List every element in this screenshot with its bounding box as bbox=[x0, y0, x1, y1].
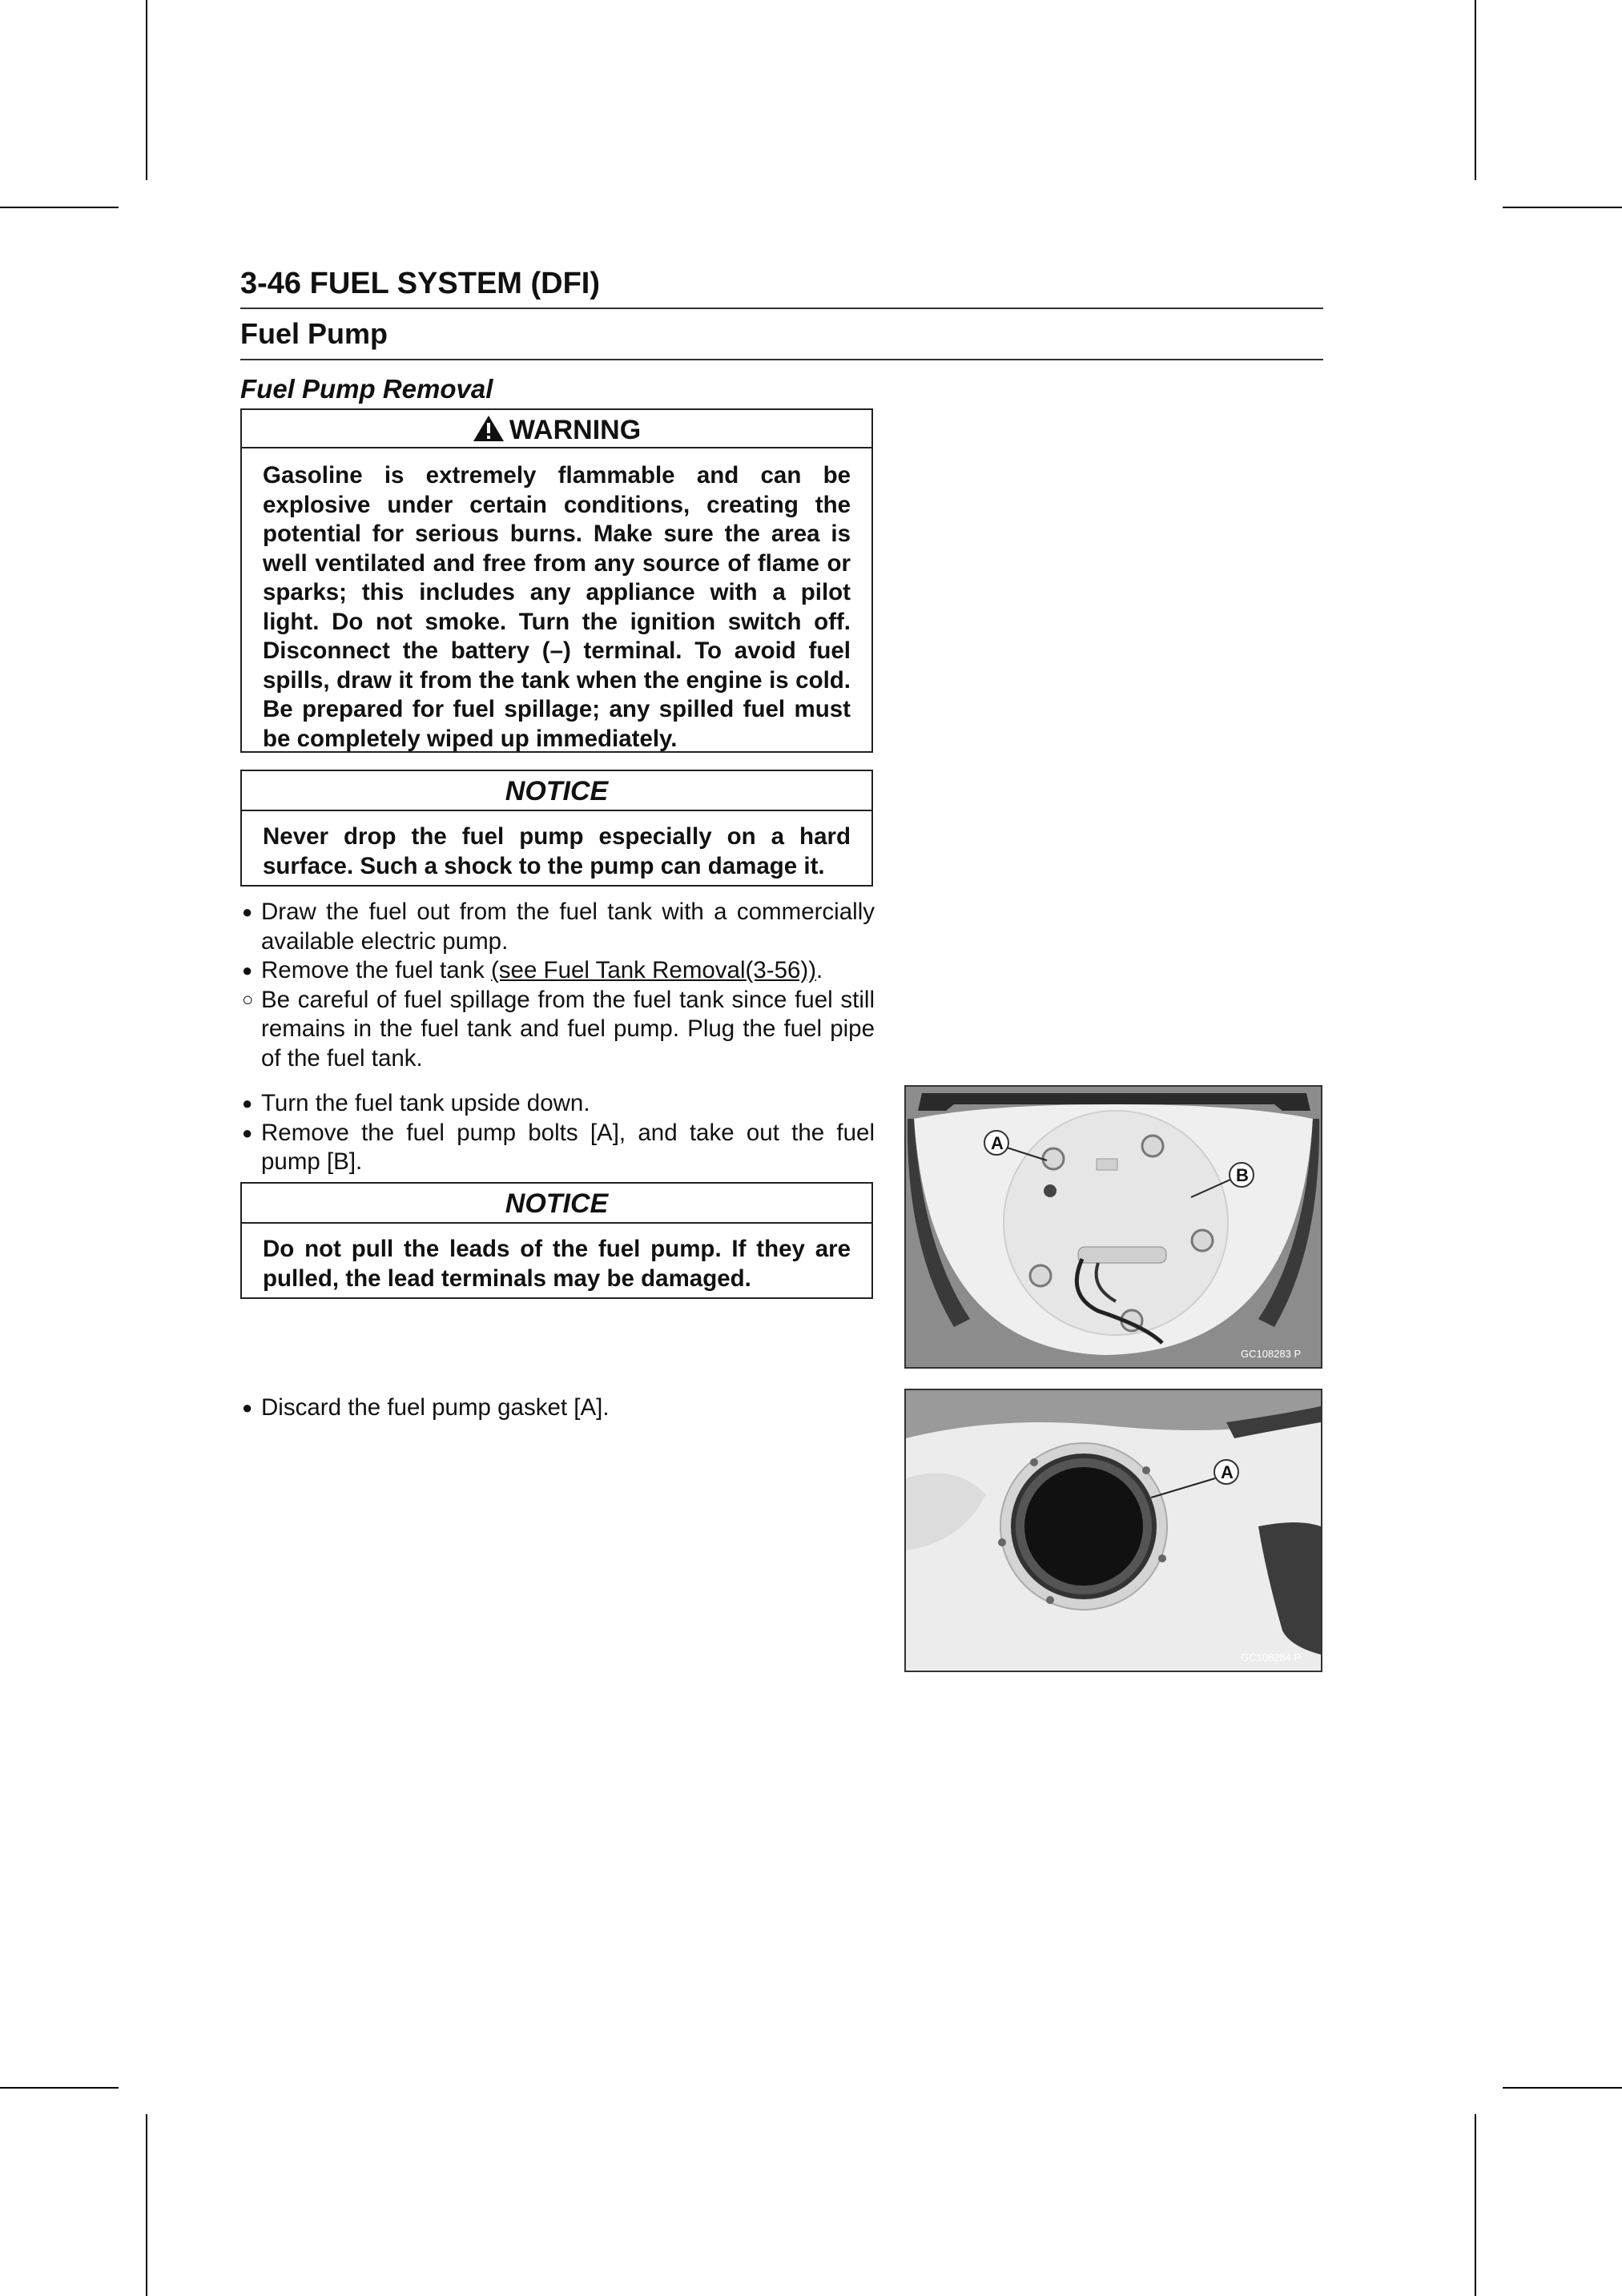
fuel-tank-removal-link[interactable]: (see Fuel Tank Removal(3-56)) bbox=[490, 957, 817, 983]
header-rule bbox=[240, 308, 1323, 309]
fuel-pump-photo bbox=[904, 1085, 1322, 1369]
step-item bbox=[240, 898, 875, 956]
warning-box bbox=[240, 408, 873, 753]
bullet-icon: ● bbox=[242, 1093, 253, 1113]
page-title: 3-46 FUEL SYSTEM (DFI) bbox=[240, 267, 601, 300]
step-item bbox=[240, 956, 875, 986]
step-item bbox=[240, 1089, 875, 1119]
section-title: Fuel Pump bbox=[240, 317, 388, 350]
notice-box bbox=[240, 770, 873, 887]
figure-callout-a: A bbox=[991, 1133, 1004, 1153]
notice-box bbox=[240, 1182, 873, 1299]
section-rule bbox=[240, 359, 1323, 360]
crop-mark bbox=[146, 2114, 147, 2296]
notice-heading: NOTICE bbox=[242, 771, 871, 811]
notice-text: Never drop the fuel pump especially on a hard surface. Such a shock to the pump can damage it. bbox=[263, 823, 851, 879]
notice-text: Do not pull the leads of the fuel pump. If they are pulled, the lead terminals may be damaged. bbox=[263, 1236, 851, 1292]
fuel-pump-gasket-photo bbox=[904, 1389, 1322, 1672]
crop-mark bbox=[146, 0, 147, 180]
step-text: Discard the fuel pump gasket [A]. bbox=[261, 1394, 610, 1421]
page-header bbox=[240, 264, 1323, 360]
bullet-icon: ● bbox=[242, 1397, 253, 1417]
figure-callout-b: B bbox=[1236, 1165, 1249, 1185]
warning-triangle-icon bbox=[473, 415, 505, 442]
figure-code: GC108283 P bbox=[1241, 1348, 1302, 1360]
step-text: . bbox=[816, 957, 823, 983]
step-item bbox=[240, 1119, 875, 1177]
bullet-icon: ● bbox=[242, 902, 253, 922]
crop-mark bbox=[1503, 2087, 1622, 2089]
step-text: Remove the fuel pump bolts [A], and take out the fuel pump [B]. bbox=[261, 1119, 875, 1175]
bullet-icon: ● bbox=[242, 1122, 253, 1143]
bullet-icon: ● bbox=[242, 960, 253, 980]
procedure-steps bbox=[240, 1089, 875, 1177]
notice-heading: NOTICE bbox=[242, 1184, 871, 1224]
step-item bbox=[240, 986, 875, 1074]
crop-mark bbox=[1475, 2114, 1476, 2296]
warning-text: Gasoline is extremely flammable and can be explosive under certain conditions, creating the potential for serious burns. Make sure the area is well ventilated and free from any source of flame or sparks; this includes any appliance with a pilot light. Do not smoke. Turn the ignition switch off. Disconnect the battery (–) terminal. To avoid fuel spills, draw it from the tank when the engine is cold. Be prepared for fuel spillage; any spilled fuel must be completely wiped up immediately. bbox=[263, 462, 851, 752]
step-item bbox=[240, 1393, 875, 1423]
subsection-title: Fuel Pump Removal bbox=[240, 374, 493, 404]
step-text: Turn the fuel tank upside down. bbox=[261, 1090, 590, 1116]
crop-mark bbox=[0, 2087, 119, 2089]
crop-mark bbox=[1475, 0, 1476, 180]
warning-heading: WARNING bbox=[509, 415, 642, 445]
step-text: Draw the fuel out from the fuel tank with a commercially available electric pump. bbox=[261, 899, 875, 955]
crop-mark bbox=[0, 207, 119, 208]
crop-mark bbox=[1503, 207, 1622, 208]
circle-bullet-icon: ○ bbox=[242, 988, 254, 1011]
procedure-steps bbox=[240, 1393, 875, 1423]
figure-callout-a: A bbox=[1221, 1462, 1234, 1482]
warning-header bbox=[242, 410, 871, 448]
step-text: Be careful of fuel spillage from the fuel tank since fuel still remains in the fuel tank and fuel pump. Plug the fuel pipe of the fuel tank. bbox=[261, 986, 875, 1072]
figure-code: GC108284 P bbox=[1241, 1651, 1302, 1663]
step-text: Remove the fuel tank bbox=[261, 957, 491, 983]
procedure-steps bbox=[240, 898, 875, 1073]
